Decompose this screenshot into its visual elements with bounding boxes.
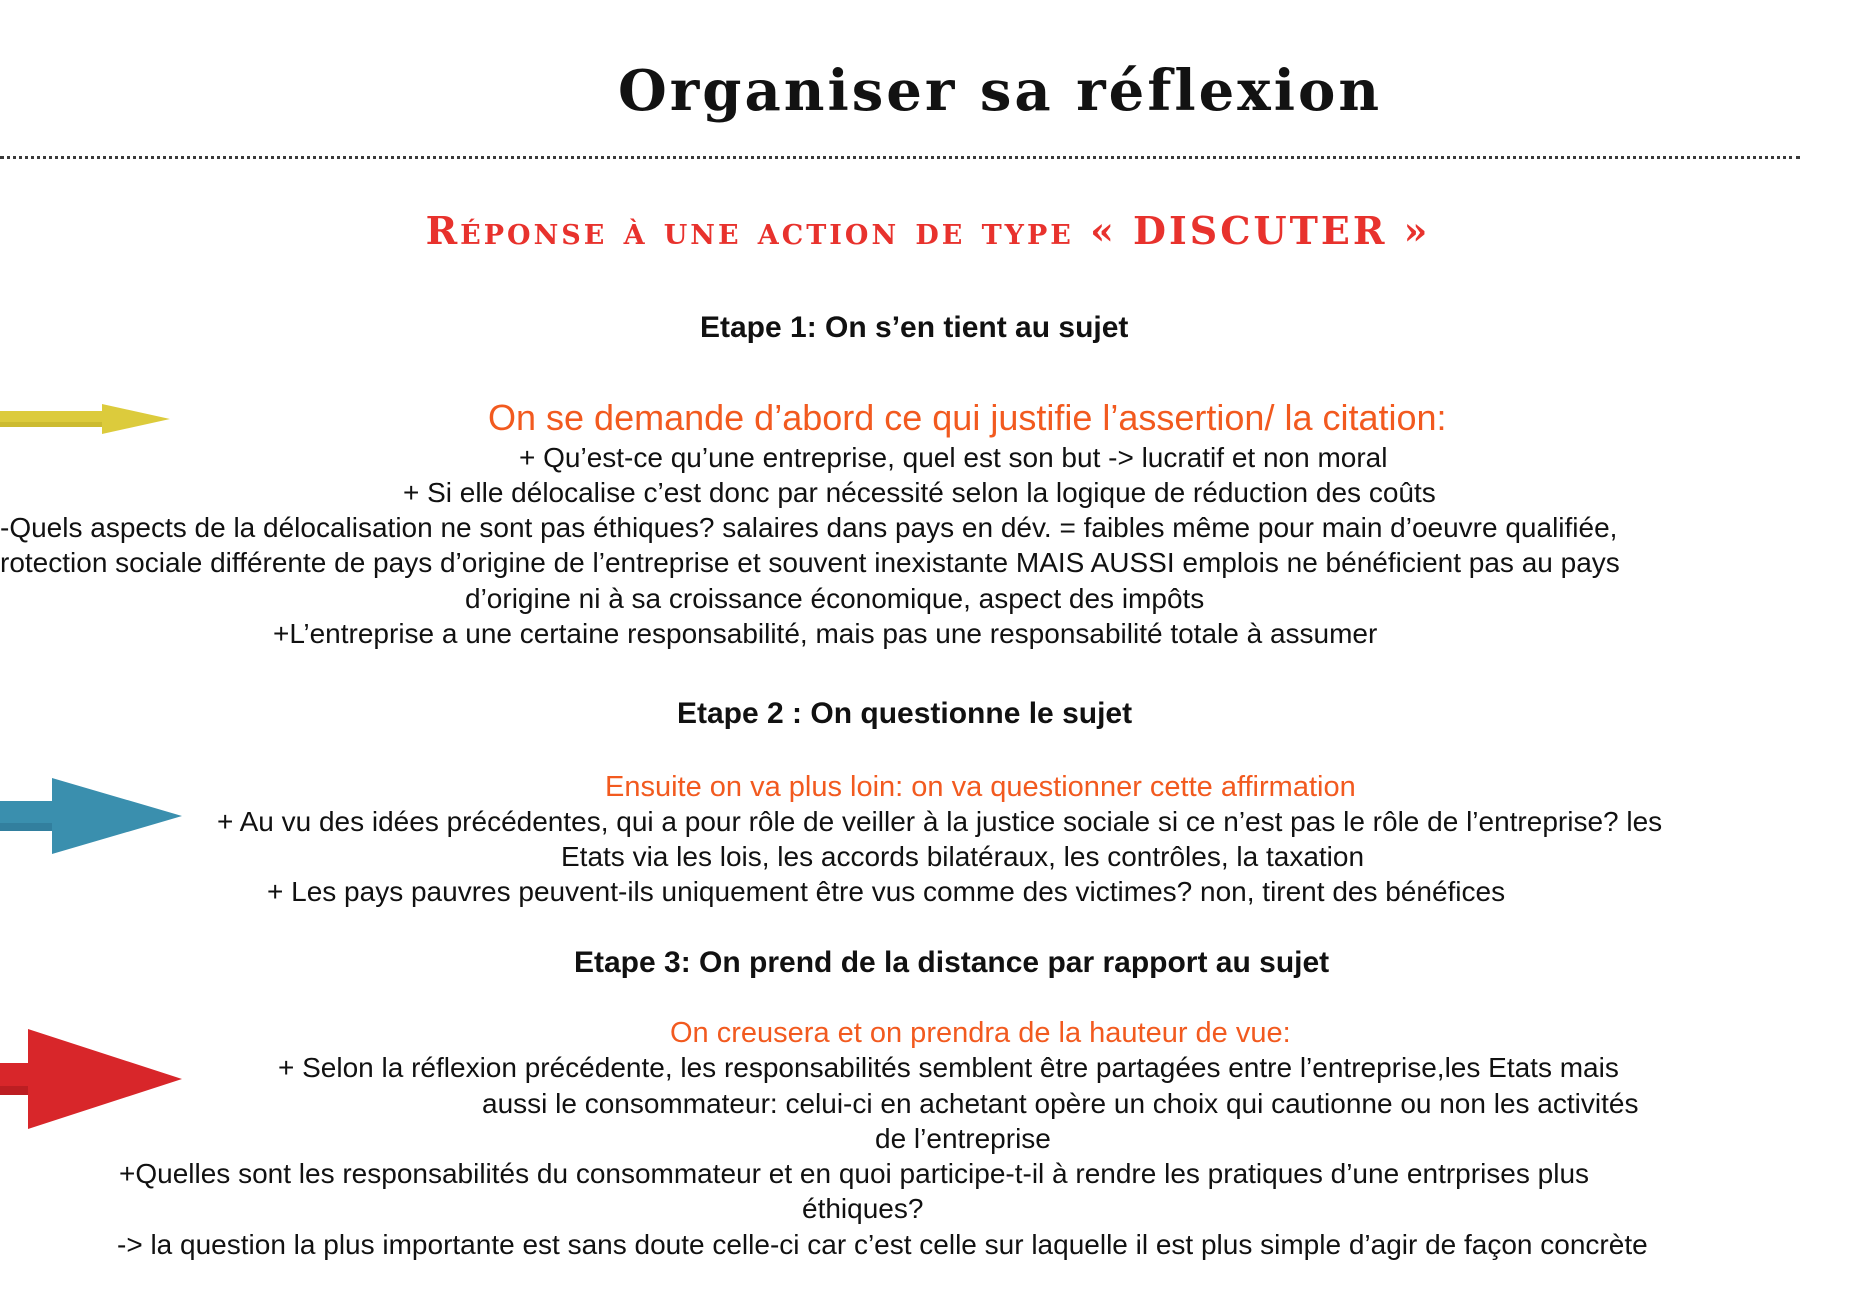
dotted-divider: [0, 156, 1800, 159]
red-arrow-icon: [0, 1026, 184, 1132]
step-1-line-5: d’origine ni à sa croissance économique, aspect des impôts: [465, 583, 1205, 614]
step-2-lead: Ensuite on va plus loin: on va questionner cette affirmation: [605, 771, 1356, 803]
step-2-line-2: Etats via les lois, les accords bilatéraux, les contrôles, la taxation: [561, 841, 1365, 872]
step-3-line-2: aussi le consommateur: celui-ci en achetant opère un choix qui cautionne ou non les activités: [482, 1088, 1639, 1119]
step-1-line-6: +L’entreprise a une certaine responsabilité, mais pas une responsabilité totale à assumer: [273, 618, 1378, 649]
blue-arrow-icon: [0, 778, 184, 854]
step-1-line-4: rotection sociale différente de pays d’origine de l’entreprise et souvent inexistante MAIS AUSSI emplois ne bénéficient pas au pays: [0, 547, 1620, 578]
step-2-line-3: + Les pays pauvres peuvent-ils uniquement être vus comme des victimes? non, tirent des bénéfices: [267, 876, 1506, 907]
step-1-heading: Etape 1: On s’en tient au sujet: [700, 311, 1129, 344]
step-3-line-6: -> la question la plus importante est sans doute celle-ci car c’est celle sur laquelle il est plus simple d’agir de façon concrète: [117, 1229, 1648, 1260]
step-3-line-3: de l’entreprise: [875, 1123, 1051, 1154]
step-2-heading: Etape 2 : On questionne le sujet: [677, 697, 1133, 730]
page-title: Organiser sa réflexion: [618, 58, 1383, 124]
step-1-line-1: + Qu’est-ce qu’une entreprise, quel est son but -> lucratif et non moral: [519, 442, 1388, 473]
step-3-lead: On creusera et on prendra de la hauteur de vue:: [670, 1017, 1291, 1049]
step-1-line-3: -Quels aspects de la délocalisation ne sont pas éthiques? salaires dans pays en dév. = faibles même pour main d’oeuvre qualifiée,: [0, 512, 1618, 543]
step-3-line-4: +Quelles sont les responsabilités du consommateur et en quoi participe-t-il à rendre les pratiques d’une entrprises plus: [119, 1158, 1590, 1189]
step-2-line-1: + Au vu des idées précédentes, qui a pour rôle de veiller à la justice sociale si ce n’est pas le rôle de l’entreprise? les: [217, 806, 1663, 837]
step-1-line-2: + Si elle délocalise c’est donc par nécessité selon la logique de réduction des coûts: [403, 477, 1436, 508]
step-3-line-5: éthiques?: [802, 1193, 924, 1224]
step-3-heading: Etape 3: On prend de la distance par rapport au sujet: [574, 946, 1330, 979]
step-1-lead: On se demande d’abord ce qui justifie l’assertion/ la citation:: [488, 397, 1447, 438]
section-subtitle: Réponse à une action de type « DISCUTER »: [425, 208, 1431, 253]
yellow-arrow-icon: [0, 402, 172, 436]
step-3-line-1: + Selon la réflexion précédente, les responsabilités semblent être partagées entre l’entreprise,les Etats mais: [278, 1052, 1619, 1083]
